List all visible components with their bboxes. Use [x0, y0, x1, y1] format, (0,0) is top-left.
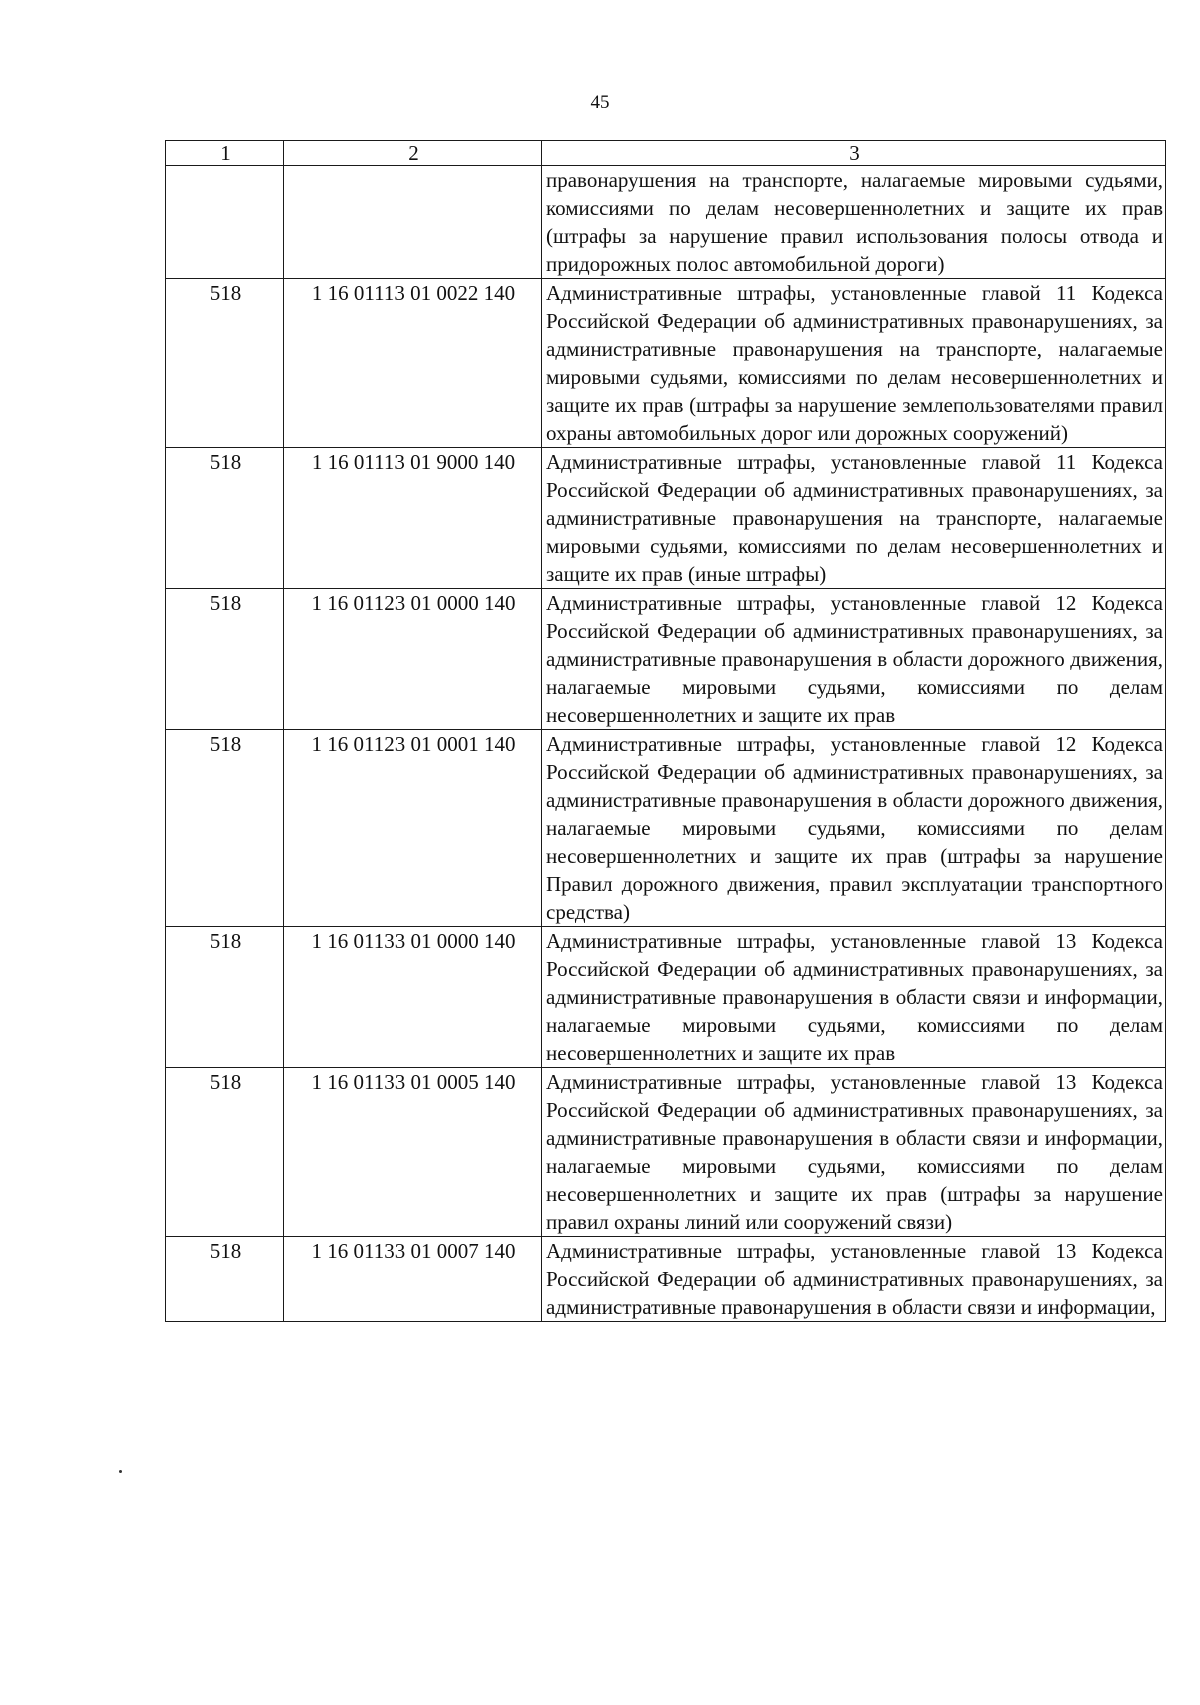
header-row: [166, 141, 1166, 166]
description-cell: правонарушения на транспорте, налагаемые мировыми судьями, комиссиями по делам несовершеннолетних и защите их прав (штрафы за нарушение правил использования полосы отвода и придорожных полос автомобильной дороги): [542, 166, 1166, 279]
table-row: [166, 1068, 1166, 1237]
budget-code-cell: 1 16 01113 01 9000 140: [284, 448, 542, 589]
budget-code-cell: 1 16 01133 01 0005 140: [284, 1068, 542, 1237]
description-cell: Административные штрафы, установленные главой 13 Кодекса Российской Федерации об административных правонарушениях, за административные правонарушения в области связи и информации, налагаемые мировыми судьями, комиссиями по делам несовершеннолетних и защите их прав (штрафы за нарушение правил охраны линий или сооружений связи): [542, 1068, 1166, 1237]
budget-code-cell: 1 16 01113 01 0022 140: [284, 279, 542, 448]
budget-code-cell: 1 16 01123 01 0000 140: [284, 589, 542, 730]
description-cell: Административные штрафы, установленные главой 13 Кодекса Российской Федерации об административных правонарушениях, за административные правонарушения в области связи и информации, налагаемые мировыми судьями, комиссиями по делам несовершеннолетних и защите их прав: [542, 927, 1166, 1068]
scan-speck: [119, 1470, 122, 1473]
description-cell: Административные штрафы, установленные главой 12 Кодекса Российской Федерации об административных правонарушениях, за административные правонарушения в области дорожного движения, налагаемые мировыми судьями, комиссиями по делам несовершеннолетних и защите их прав: [542, 589, 1166, 730]
table-row: [166, 1237, 1166, 1322]
org-code-cell: 518: [166, 1068, 284, 1237]
table-row: [166, 927, 1166, 1068]
table-row: [166, 448, 1166, 589]
org-code-cell: 518: [166, 927, 284, 1068]
description-cell: Административные штрафы, установленные главой 11 Кодекса Российской Федерации об административных правонарушениях, за административные правонарушения на транспорте, налагаемые мировыми судьями, комиссиями по делам несовершеннолетних и защите их прав (иные штрафы): [542, 448, 1166, 589]
header-col-2: 2: [284, 141, 542, 166]
table-row: [166, 730, 1166, 927]
description-cell: Административные штрафы, установленные главой 11 Кодекса Российской Федерации об административных правонарушениях, за административные правонарушения на транспорте, налагаемые мировыми судьями, комиссиями по делам несовершеннолетних и защите их прав (штрафы за нарушение землепользователями правил охраны автомобильных дорог или дорожных сооружений): [542, 279, 1166, 448]
header-col-3: 3: [542, 141, 1166, 166]
table-row: [166, 589, 1166, 730]
budget-code-cell: 1 16 01133 01 0000 140: [284, 927, 542, 1068]
description-cell: Административные штрафы, установленные главой 12 Кодекса Российской Федерации об административных правонарушениях, за административные правонарушения в области дорожного движения, налагаемые мировыми судьями, комиссиями по делам несовершеннолетних и защите их прав (штрафы за нарушение Правил дорожного движения, правил эксплуатации транспортного средства): [542, 730, 1166, 927]
org-code-cell: [166, 166, 284, 279]
description-cell: Административные штрафы, установленные главой 13 Кодекса Российской Федерации об административных правонарушениях, за административные правонарушения в области связи и информации,: [542, 1237, 1166, 1322]
table-row: [166, 166, 1166, 279]
table-header: [166, 141, 1166, 166]
budget-code-cell: [284, 166, 542, 279]
org-code-cell: 518: [166, 589, 284, 730]
org-code-cell: 518: [166, 448, 284, 589]
org-code-cell: 518: [166, 730, 284, 927]
org-code-cell: 518: [166, 279, 284, 448]
table-row: [166, 279, 1166, 448]
page-number: 45: [590, 92, 610, 113]
table-body: [166, 166, 1166, 1322]
header-col-1: 1: [166, 141, 284, 166]
budget-code-cell: 1 16 01133 01 0007 140: [284, 1237, 542, 1322]
budget-code-table: [165, 140, 1166, 1322]
org-code-cell: 518: [166, 1237, 284, 1322]
budget-code-cell: 1 16 01123 01 0001 140: [284, 730, 542, 927]
